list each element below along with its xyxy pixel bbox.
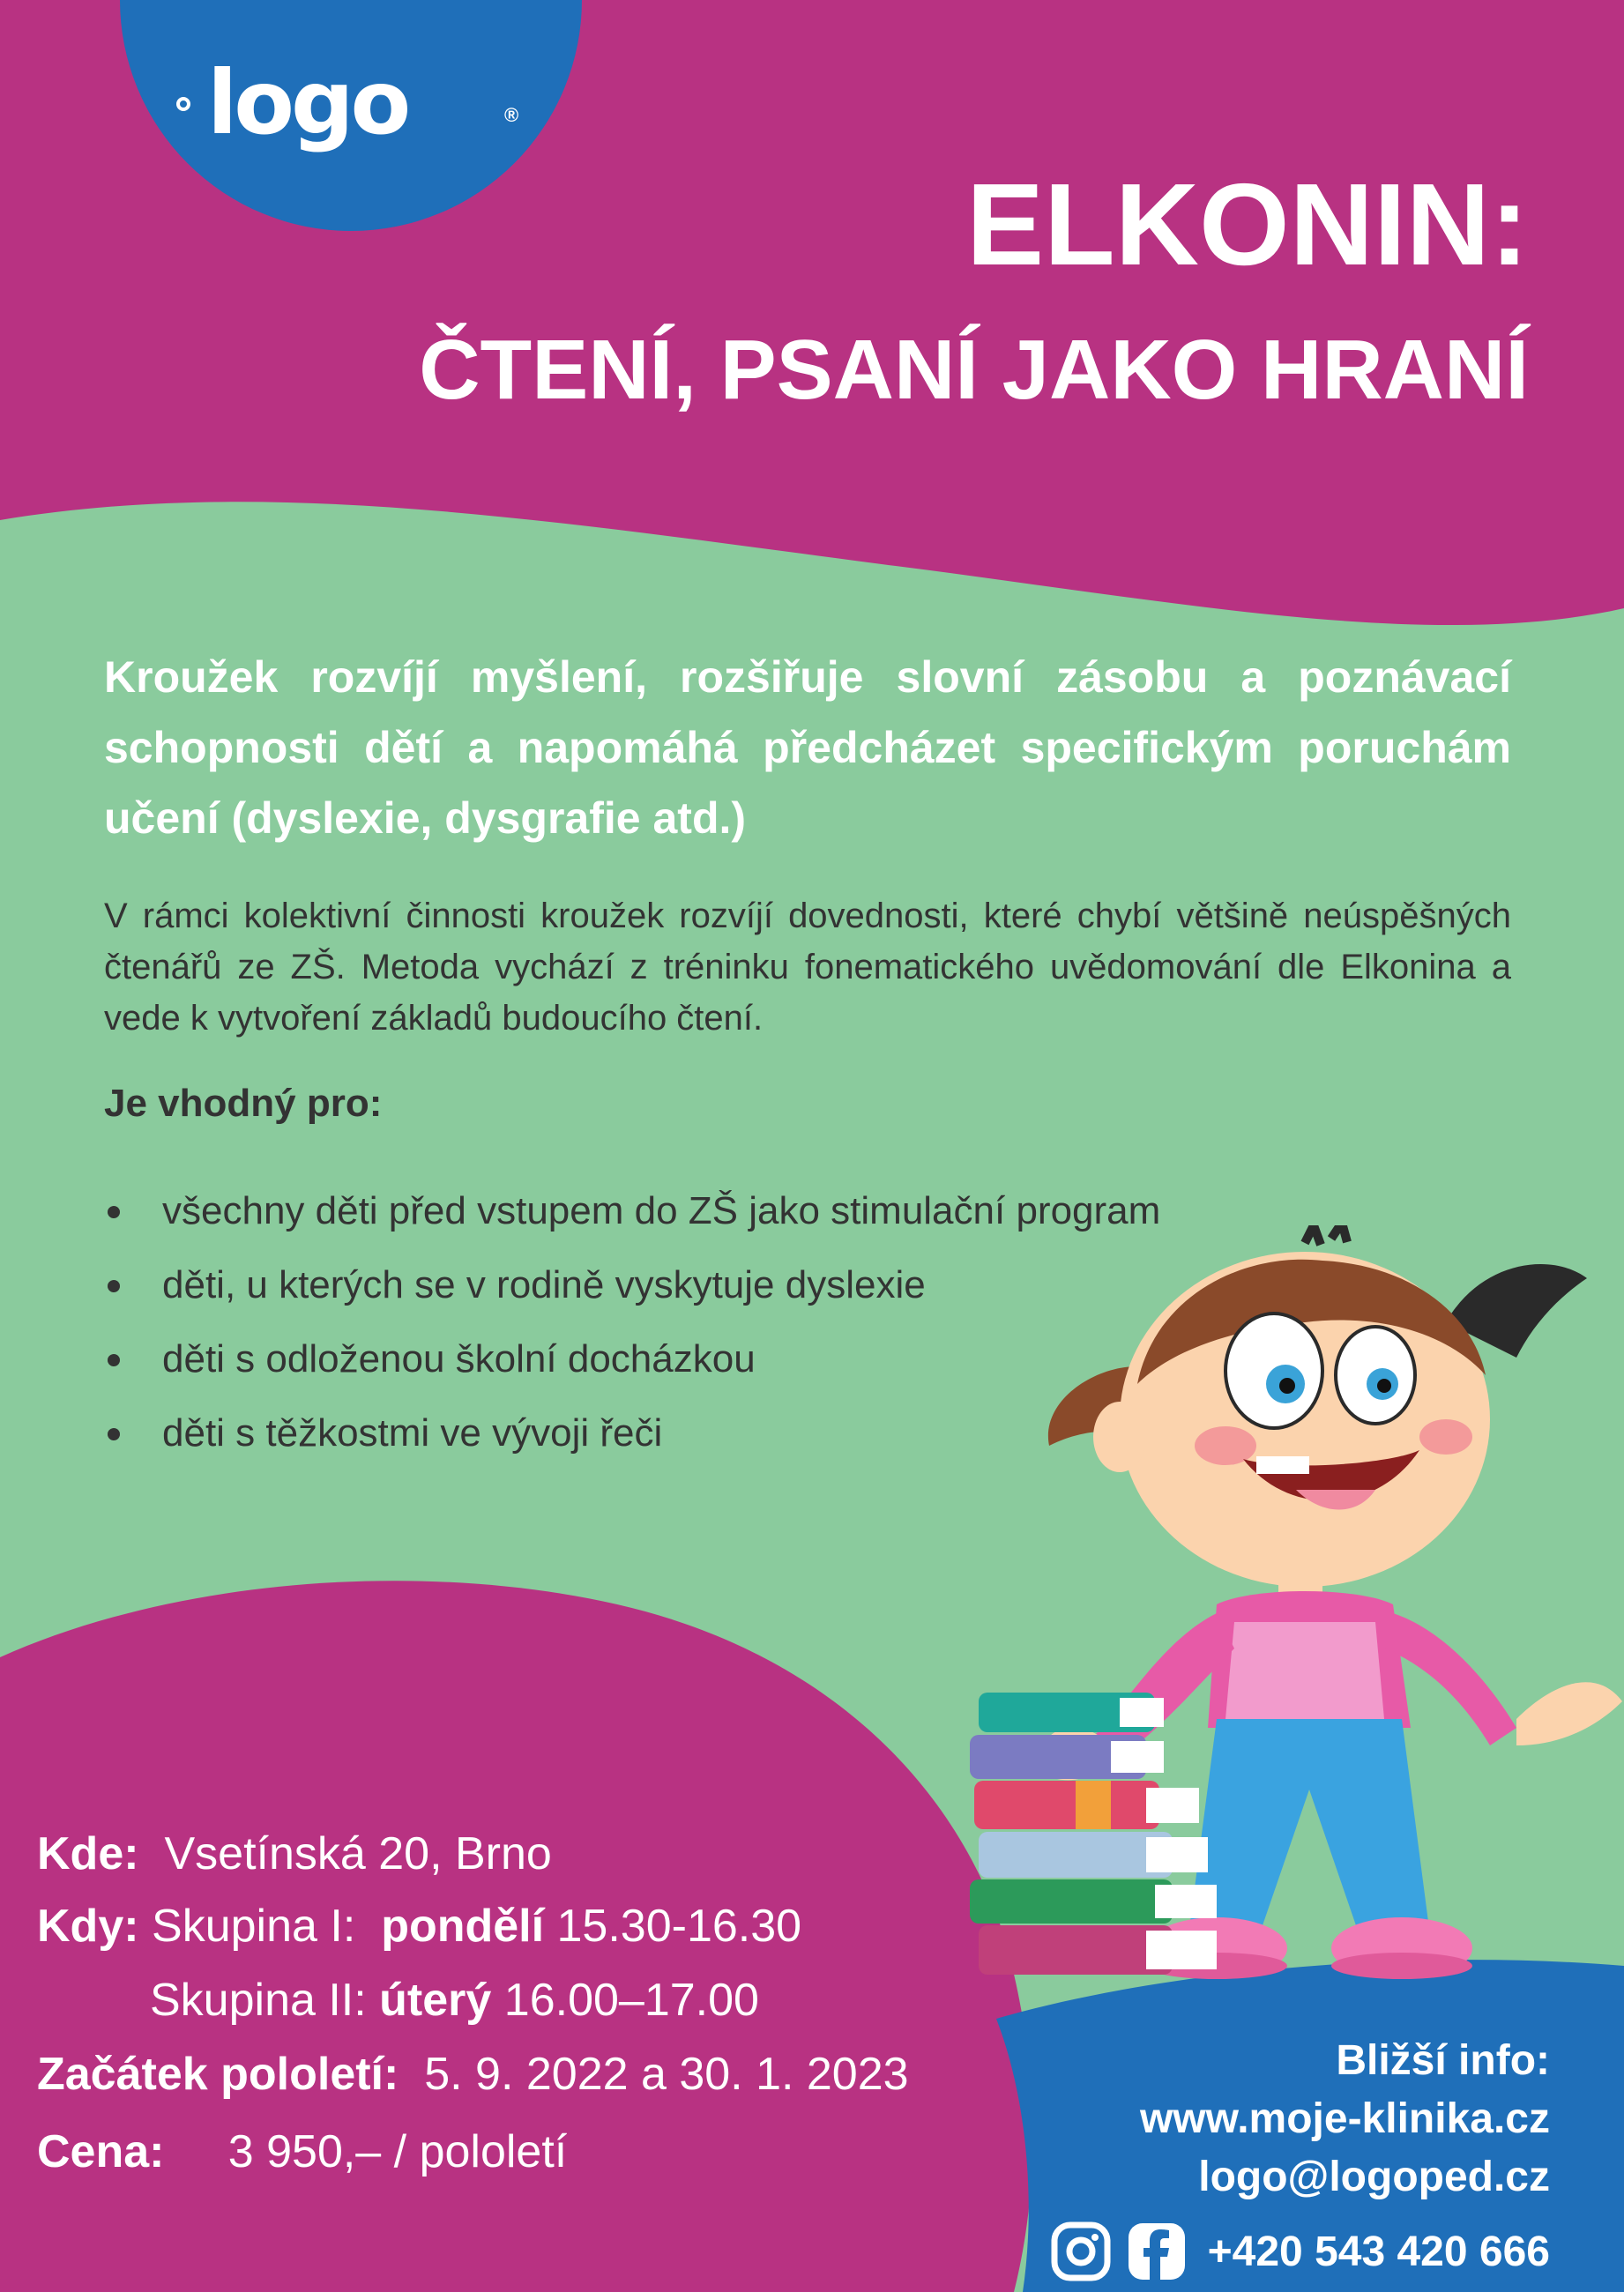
group2-label: Skupina II:	[150, 1975, 367, 2026]
registered-mark: ®	[504, 104, 519, 126]
bullet-icon	[108, 1280, 120, 1292]
info-when-group2	[150, 1969, 759, 2031]
group2-time: 16.00–17.00	[503, 1975, 759, 2026]
instagram-icon[interactable]	[1051, 2221, 1111, 2281]
list-item-text: všechny děti před vstupem do ZŠ jako stimulační program	[162, 1189, 1161, 1232]
contact-phone[interactable]: +420 543 420 666	[1207, 2228, 1550, 2275]
suitable-heading: Je vhodný pro:	[104, 1082, 383, 1125]
group1-label: Skupina I:	[152, 1901, 356, 1952]
info-start	[37, 2043, 909, 2105]
where-label: Kde:	[37, 1828, 139, 1879]
group2-day: úterý	[379, 1975, 492, 2026]
brand-logo[interactable]	[176, 46, 547, 160]
facebook-icon[interactable]	[1127, 2221, 1187, 2281]
bullet-icon	[108, 1428, 120, 1440]
group1-time: 15.30-16.30	[556, 1901, 802, 1952]
where-value: Vsetínská 20, Brno	[164, 1828, 552, 1879]
price-label: Cena:	[37, 2126, 165, 2177]
social-row	[1051, 2218, 1550, 2285]
page-title: ELKONIN:	[966, 160, 1529, 289]
page-subtitle: ČTENÍ, PSANÍ JAKO HRANÍ	[419, 323, 1529, 417]
books-illustration	[970, 1693, 1234, 1975]
start-value: 5. 9. 2022 a 30. 1. 2023	[424, 2049, 909, 2100]
start-label: Začátek pololetí:	[37, 2049, 399, 2100]
bullet-icon	[108, 1206, 120, 1218]
group1-day: pondělí	[381, 1901, 545, 1952]
info-price	[37, 2121, 567, 2183]
info-where	[37, 1823, 552, 1885]
contact-email-link[interactable]: logo@logoped.cz	[1198, 2154, 1550, 2200]
list-item-text: děti s těžkostmi ve vývoji řeči	[162, 1411, 663, 1455]
info-when-group1	[37, 1895, 801, 1957]
price-value: 3 950,– / pololetí	[227, 2126, 568, 2177]
bullet-icon	[108, 1354, 120, 1366]
list-item-text: děti s odloženou školní docházkou	[162, 1337, 756, 1380]
list-item-text: děti, u kterých se v rodině vyskytuje dyslexie	[162, 1263, 926, 1306]
contact-web-link[interactable]: www.moje-klinika.cz	[1139, 2095, 1550, 2142]
logo-dot-icon	[176, 97, 190, 111]
when-label: Kdy:	[37, 1901, 139, 1952]
contact-heading: Bližší info:	[1336, 2037, 1550, 2084]
intro-paragraph: Kroužek rozvíjí myšlení, rozšiřuje slovní zásobu a poznávací schopnosti dětí a napomáhá předcházet specifickým poruchám učení (dyslexie, dysgrafie atd.)	[104, 652, 1511, 843]
logo-text: logo	[207, 51, 408, 154]
description-paragraph: V rámci kolektivní činnosti kroužek rozvíjí dovednosti, které chybí většině neúspěšných čtenářů ze ZŠ. Metoda vychází z tréninku fonematického uvědomování dle Elkonina a vede k vytvoření základů budoucího čtení.	[104, 897, 1511, 1038]
